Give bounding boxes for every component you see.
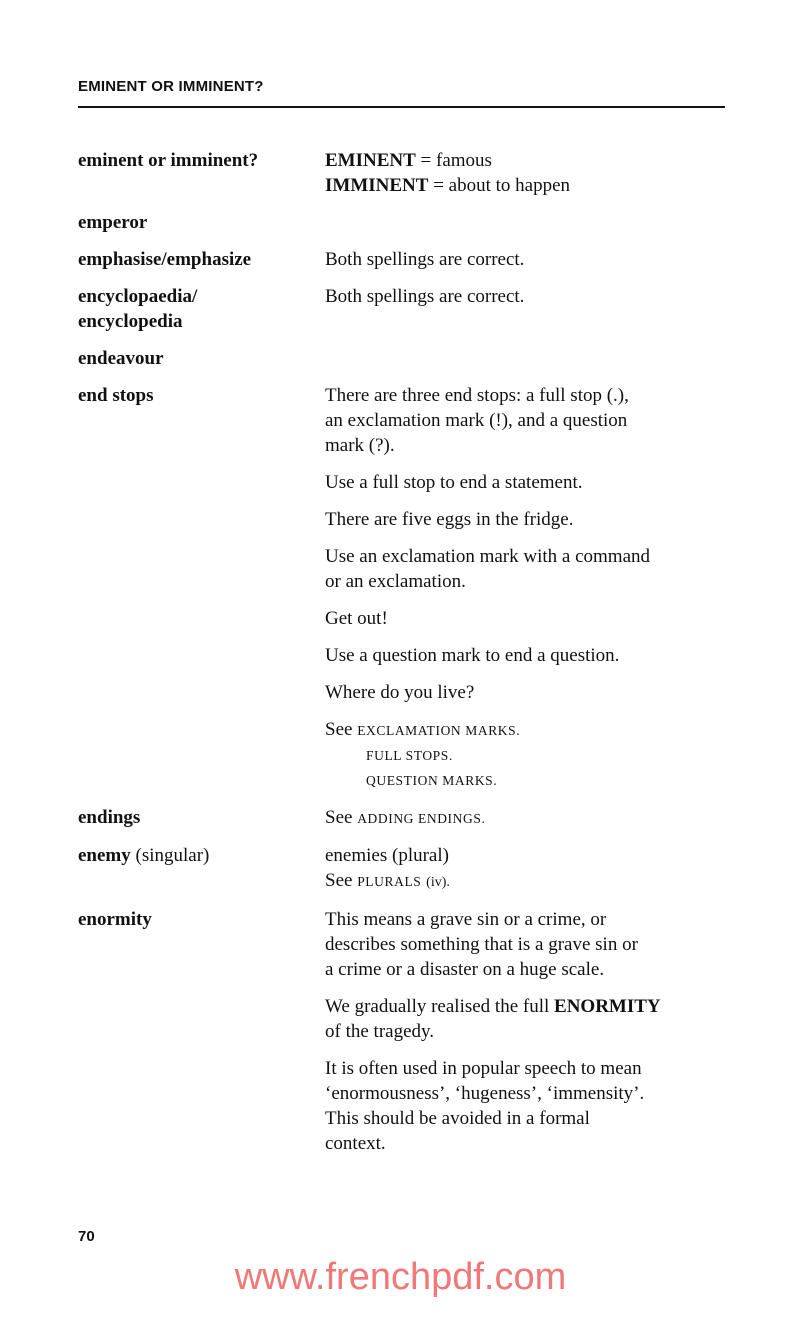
definition-line: There are three end stops: a full stop (.), <box>325 385 629 406</box>
definition-line: Use an exclamation mark with a command <box>325 546 651 567</box>
definition-line: enemies (plural) <box>325 845 449 866</box>
header-rule <box>78 106 725 108</box>
cross-reference <box>325 717 725 793</box>
cross-reference-link: FULL STOPS. <box>366 748 453 763</box>
definition-line <box>325 148 725 173</box>
definition-line: This means a grave sin or a crime, or <box>325 909 607 930</box>
definition-line: a crime or a disaster on a huge scale. <box>325 959 605 980</box>
dictionary-entries <box>78 148 725 1168</box>
definition-line <box>325 173 725 198</box>
headword-qualifier: (singular) <box>135 845 210 866</box>
entry-endeavour <box>78 346 725 371</box>
entry-eminent <box>78 148 725 198</box>
definition-paragraph <box>325 383 725 458</box>
page-number: 70 <box>78 1228 95 1245</box>
definition-line: context. <box>325 1133 386 1154</box>
see-label: See <box>325 719 353 740</box>
entry-end-stops <box>78 383 725 793</box>
entry-endings <box>78 805 725 831</box>
example-sentence <box>325 994 725 1044</box>
entry-definition <box>325 148 725 198</box>
entry-definition: Both spellings are correct. <box>325 249 525 270</box>
definition-line: It is often used in popular speech to mean <box>325 1058 642 1079</box>
definition-line: mark (?). <box>325 435 395 456</box>
entry-emperor <box>78 210 725 235</box>
entry-definition <box>325 907 725 1156</box>
headword-text: enemy <box>78 845 131 866</box>
term: EMINENT <box>325 150 416 171</box>
headword-line: encyclopaedia/ <box>78 286 198 307</box>
entry-definition <box>325 383 725 793</box>
entry-headword: emperor <box>78 212 148 233</box>
entry-emphasise <box>78 247 725 272</box>
cross-reference-suffix: (iv). <box>426 875 450 890</box>
entry-definition <box>325 805 725 831</box>
watermark: www.frenchpdf.com <box>234 1256 567 1298</box>
example-sentence: Get out! <box>325 608 388 629</box>
definition-line: ‘enormousness’, ‘hugeness’, ‘immensity’. <box>325 1083 645 1104</box>
entry-enemy <box>78 843 725 895</box>
definition-line: an exclamation mark (!), and a question <box>325 410 628 431</box>
definition-line: or an exclamation. <box>325 571 466 592</box>
entry-enormity <box>78 907 725 1156</box>
definition-paragraph: Use a question mark to end a question. <box>325 645 620 666</box>
entry-encyclopaedia <box>78 284 725 334</box>
definition-line: describes something that is a grave sin or <box>325 934 638 955</box>
entry-headword: endeavour <box>78 348 164 369</box>
headword-line: encyclopedia <box>78 311 183 332</box>
entry-headword: end stops <box>78 385 154 406</box>
entry-headword <box>78 284 325 334</box>
entry-headword <box>78 843 325 868</box>
term-meaning: = about to happen <box>433 175 571 196</box>
definition-line: This should be avoided in a formal <box>325 1108 590 1129</box>
cross-reference-link: PLURALS <box>357 874 422 889</box>
term: ENORMITY <box>554 996 661 1017</box>
example-sentence: Where do you live? <box>325 682 475 703</box>
definition-paragraph: Use a full stop to end a statement. <box>325 472 583 493</box>
cross-reference-line <box>325 717 725 743</box>
see-label: See <box>325 807 353 828</box>
example-text: of the tragedy. <box>325 1021 435 1042</box>
term-meaning: = famous <box>420 150 492 171</box>
running-head: EMINENT OR IMMINENT? <box>78 78 264 95</box>
see-label: See <box>325 870 353 891</box>
example-text: We gradually realised the full <box>325 996 550 1017</box>
example-sentence: There are five eggs in the fridge. <box>325 509 574 530</box>
cross-reference-link: QUESTION MARKS. <box>366 773 498 788</box>
entry-headword: emphasise/emphasize <box>78 249 252 270</box>
term: IMMINENT <box>325 175 429 196</box>
definition-paragraph <box>325 1056 725 1156</box>
definition-paragraph <box>325 907 725 982</box>
entry-definition: Both spellings are correct. <box>325 286 525 307</box>
cross-reference-link: ADDING ENDINGS. <box>357 811 486 826</box>
cross-reference-link: EXCLAMATION MARKS. <box>357 723 521 738</box>
entry-definition <box>325 843 725 895</box>
definition-paragraph <box>325 544 725 594</box>
entry-headword: enormity <box>78 909 152 930</box>
entry-headword: eminent or imminent? <box>78 150 259 171</box>
entry-headword: endings <box>78 807 141 828</box>
cross-reference-line <box>325 868 725 895</box>
